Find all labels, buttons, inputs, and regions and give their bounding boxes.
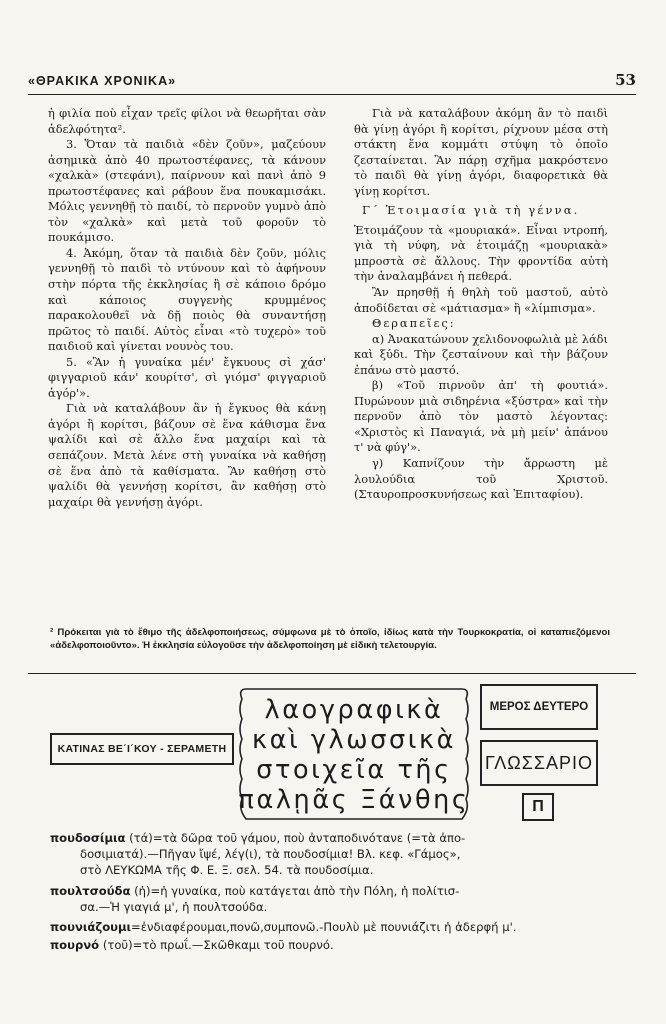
paragraph: 5. «Ἂν ἡ γυναίκα μέν' ἔγκυους σὶ χάσ' φιγγαριοῦ κάν' κουρίτσ', σὶ γιόμσ' φιγγαριοῦ ἀγόρ'». (48, 354, 326, 400)
paragraph: Ἑτοιμάζουν τὰ «μουριακά». Εἶναι ντροπή, γιὰ τὴ νύφη, νὰ ἑτοιμάζῃ «μουριακὰ» μπροστὰ σὲ ἄλλους. Τὴν φροντίδα αὐτὴ τὴν ἀναλαμβάνει ἡ πεθερά. (354, 222, 608, 284)
part-label: ΜΕΡΟΣ ΔΕΥΤΕΡΟ (480, 684, 598, 730)
glossary-definition: (τοῦ)=τὸ πρωΐ.—Σκῶθκαμι τοῦ πουρνό. (99, 938, 334, 953)
series-title (238, 695, 470, 815)
paragraph: 3. Ὅταν τὰ παιδιὰ «δὲν ζοῦν», μαζεύουν ἀσημικὰ ἀπὸ 40 πρωτοστέφανες, τὰ κάνουν «χαλκὰ» (στεφάνι), παίρνουν καὶ πανὶ ἀπὸ 9 πρωτοστέφανες καὶ ράβουν ἕνα πουκαμισάκι. Μόλις γεννηθῇ τὸ παιδί, τὸ περνοῦν γυμνὸ ἀπὸ τὸν «χαλκὰ» καὶ μετὰ τοῦ φοροῦν τὸ πουκάμισο. (48, 137, 326, 245)
glossary-term: πουδοσίμια (50, 831, 126, 845)
glossary-list (50, 830, 620, 953)
title-line: παλῃᾶς Ξάνθης (238, 785, 470, 815)
paragraph: 4. Ἀκόμη, ὅταν τὰ παιδιὰ δὲν ζοῦν, μόλις γεννηθῇ τὸ παιδὶ τὸ ντύνουν καὶ τὸ ἀφήνουν στὴν πόρτα τῆς ἐκκλησίας ἢ σὲ κάποιο δρόμο καὶ κάποιος συγγενὴς κρυμμένος παρακολουθεῖ νὰ δῇ ποιὸς θὰ συναντήσῃ πρῶτος τὸ παιδί. Αὐτὸς εἶναι «τὸ τυχερὸ» τοῦ παιδιοῦ καὶ γίνεται νουνὸς του. (48, 245, 326, 354)
section-separator (28, 673, 636, 674)
title-frame (238, 685, 470, 823)
glossary-definition: (ἡ)=ἡ γυναίκα, ποὺ κατάγεται ἀπὸ τὴν Πόλη, ἡ πολίτισ- (130, 883, 460, 898)
glossary-term: πουλτσούδα (50, 883, 131, 898)
paragraph: β) «Τοῦ πιρνοῦν ἀπ' τὴ φουτιά». Πυρώνουν μιὰ σιδηρένια «ξύστρα» καὶ τὴν περνοῦν ἀπὸ τὸν μαστὸ λέγοντας: «Χριστὸς κὶ Παναγιά, νὰ μὴ μείν' ἀπάνου τ' νὰ φύγ'». (354, 378, 608, 455)
glossary-continuation: δοσιμιατά).—Πῆγαν ἴψέ, λέγ(ι), τὰ πουδοσίμια! Βλ. κεφ. «Γάμος», (80, 847, 461, 862)
journal-title: «ΘΡΑΚΙΚΑ ΧΡΟΝΙΚΑ» (28, 74, 177, 88)
paragraph: ἡ φιλία ποὺ εἶχαν τρεῖς φίλοι νὰ θεωρῆται σὰν ἀδελφότητα². (48, 106, 326, 136)
glossary-continuation: σα.—Ἡ γιαγιά μ', ἡ πουλτσούδα. (80, 899, 268, 914)
glossary-term: πουρνό (50, 938, 100, 953)
header-rule (28, 94, 636, 95)
glossary-continuation: στὸ ΛΕΥΚΩΜΑ τῆς Φ. Ε. Ξ. σελ. 54. τὰ πουδοσίμια. (80, 863, 374, 878)
paragraph: α) Ἀνακατώνουν χελιδονοφωλιὰ μὲ λάδι καὶ ξύδι. Τὴν ζεσταίνουν καὶ τὴν βάζουν ἐπάνω στὸ μαστό. (354, 331, 608, 377)
page-number: 53 (615, 71, 636, 89)
remedies-heading: Θεραπεῖες: (372, 316, 456, 331)
letter-label: Π (522, 793, 554, 821)
paragraph: Ἂν πρησθῇ ἡ θηλὴ τοῦ μαστοῦ, αὐτὸ ἀποδίδεται σὲ «μάτιασμα» ἢ «λίμπισμα». (354, 285, 608, 315)
footnote: ² Πρόκειται γιὰ τὸ ἔθιμο τῆς ἀδελφοποιήσεως, σύμφωνα μὲ τὸ ὁποῖο, ἰδίως κατὰ τὴν Τουρκοκρατία, οἱ καταπιεζόμενοι «ἀδελφοποιοῦντο». Ἡ ἐκκλησία εὐλογοῦσε τὴν ἀδελφοποίηση μὲ εἰδικὴ τελετουργία. (50, 627, 610, 652)
glossary-entry (50, 883, 620, 899)
glossary-label: ΓΛΩΣΣΑΡΙΟ (480, 740, 598, 786)
glossary-definition: =ἐνδιαφέρουμαι,πονῶ,συμπονῶ.-Πουλὺ μὲ πουνιάζιτι ἡ ἀδερφή μ'. (131, 920, 517, 935)
section-heading: Γ΄ Ἑτοιμασία γιὰ τὴ γέννα. (362, 203, 580, 218)
right-column (344, 106, 608, 503)
paragraph: Γιὰ νὰ καταλάβουν ἂν ἡ ἔγκυος θὰ κάνῃ ἀγόρι ἢ κορίτσι, βάζουν σὲ ἕνα κάθισμα ἕνα ψαλίδι καὶ σὲ ἄλλο ἕνα μαχαίρι καὶ τὰ σεπάζουν. Μετὰ λένε στὴ γυναίκα νὰ καθήσῃ σὲ ἕνα ἀπὸ τὰ καθίσματα. Ἂν καθήσῃ στὸ ψαλίδι θὰ γεννήσῃ κορίτσι, ἂν καθήσῃ στὸ μαχαίρι θὰ γεννήσῃ ἀγόρι. (48, 401, 326, 509)
title-line: λαογραφικὰ (264, 695, 444, 725)
left-column (48, 106, 326, 510)
glossary-entry (50, 937, 620, 953)
title-line: στοιχεῖα τῆς (256, 755, 452, 785)
glossary-term: πουνιάζουμι (50, 920, 132, 935)
paragraph: γ) Καπνίζουν τὴν ἄρρωστη μὲ λουλούδια τοῦ Χριστοῦ. (Σταυροπροσκυνήσεως καὶ Ἐπιταφίου). (354, 456, 608, 502)
glossary-entry (50, 919, 620, 935)
glossary-entry (50, 830, 620, 846)
author-box: ΚΑΤΙΝΑΣ ΒΕ΄Ι΄ΚΟΥ - ΣΕΡΑΜΕΤΗ (50, 733, 234, 765)
title-line: καὶ γλωσσικὰ (251, 725, 457, 755)
glossary-definition: (τά)=τὰ δῶρα τοῦ γάμου, ποὺ ἀνταποδινότανε (=τὰ ἀπο- (125, 831, 466, 845)
paragraph: Γιὰ νὰ καταλάβουν ἀκόμη ἂν τὸ παιδὶ θὰ γίνῃ ἀγόρι ἢ κορίτσι, ρίχνουν μέσα στὴ στάκτη ἕνα κομμάτι στύψη τὸ ὁποῖο ζεσταίνεται. Ἂν πάρῃ σχῆμα μακρόστενο τὸ παιδὶ θὰ γίνῃ ἀγόρι, διαφορετικὰ θὰ γίνῃ κορίτσι. (354, 106, 608, 198)
page-header (28, 71, 636, 94)
